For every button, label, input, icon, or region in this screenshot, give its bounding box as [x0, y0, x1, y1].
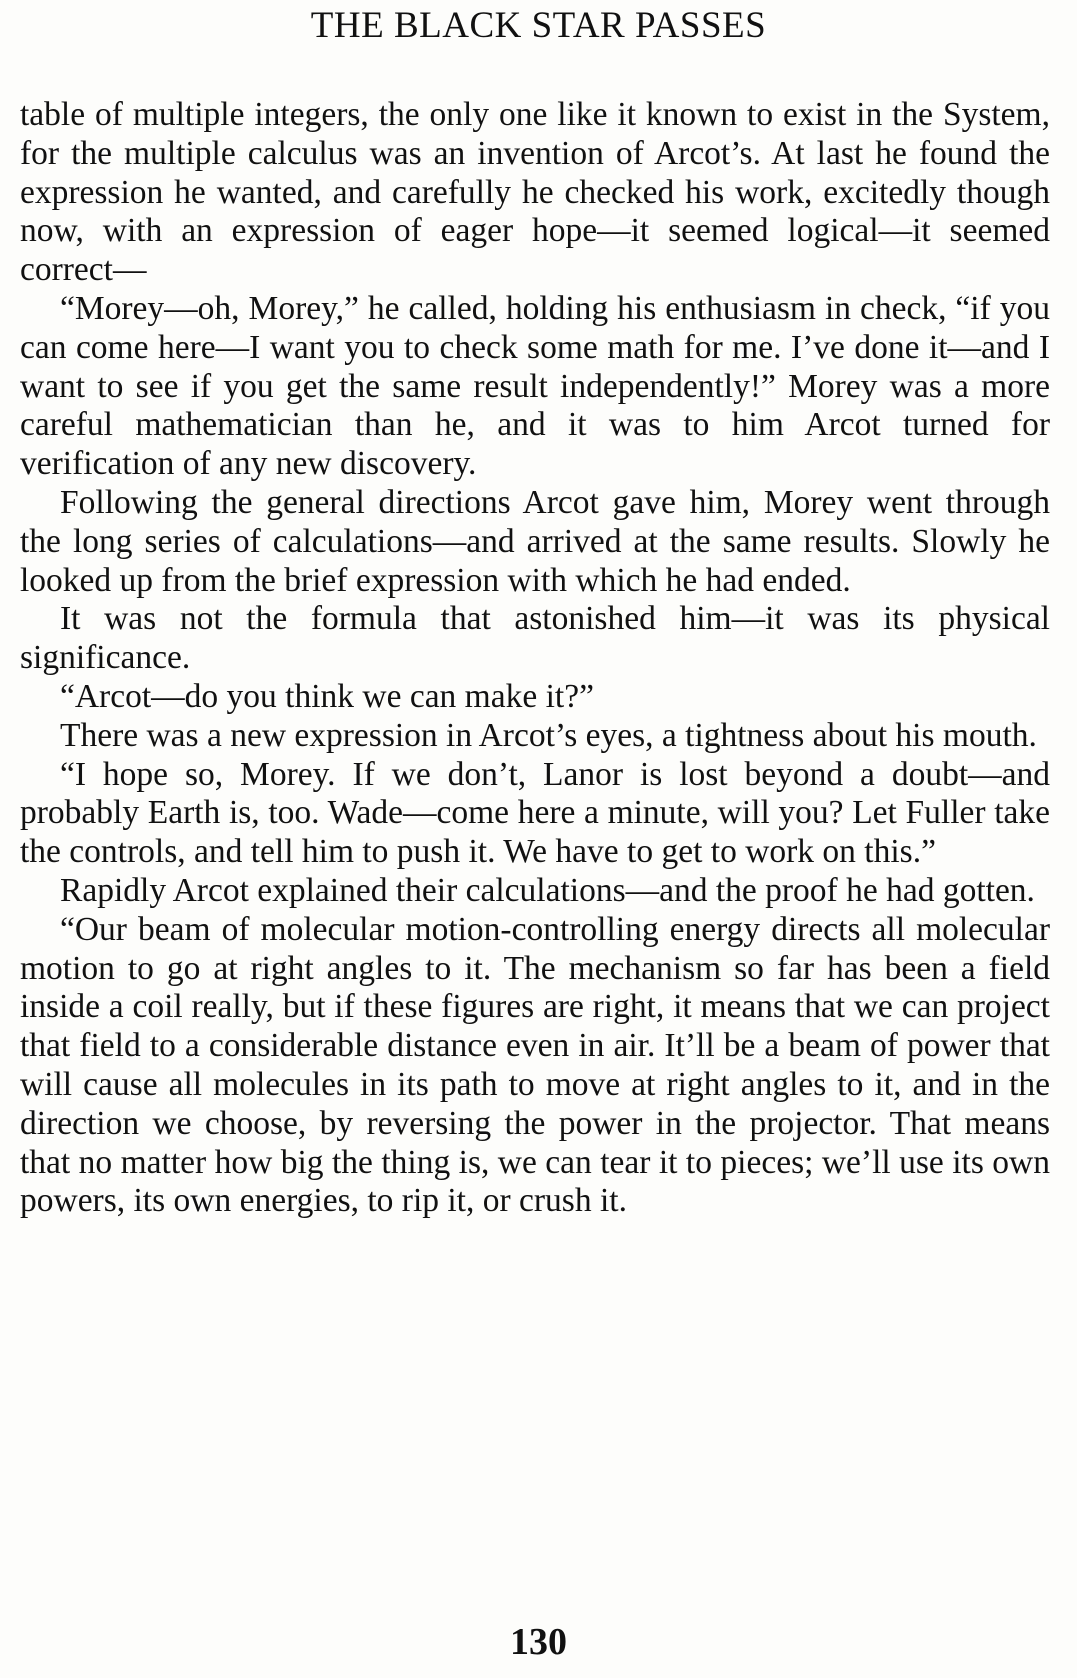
- paragraph: “Arcot—do you think we can make it?”: [60, 677, 594, 715]
- paragraph: Rapidly Arcot explained their calculations—and the proof he had gotten.: [60, 871, 1035, 909]
- paragraph: There was a new expression in Arcot’s eyes, a tightness about his mouth.: [60, 716, 1037, 754]
- paragraph: It was not the formula that astonished him—it was its physical significance.: [20, 600, 1050, 677]
- running-head: THE BLACK STAR PASSES: [310, 5, 767, 46]
- paragraph: table of multiple integers, the only one like it known to exist in the System, for the multiple calculus was an invention of Arcot’s. At last he found the expression he wanted, and carefully he checked his work, excitedly though now, with an expression of eager hope—it seemed logical—it seemed correct—: [20, 96, 1050, 289]
- paragraph: “I hope so, Morey. If we don’t, Lanor is lost beyond a doubt—and probably Earth is, too. Wade—come here a minute, will you? Let Fuller take the controls, and tell him to push it. We have to get to work on this.”: [20, 755, 1050, 871]
- paragraph: Following the general directions Arcot gave him, Morey went through the long series of calculations—and arrived at the same results. Slowly he looked up from the brief expression with which he had ended.: [20, 483, 1050, 599]
- paragraph: “Our beam of molecular motion-controlling energy directs all molecular motion to go at right angles to it. The mechanism so far has been a field inside a coil really, but if these figures are right, it means that we can project that field to a considerable distance even in air. It’ll be a beam of power that will cause all molecules in its path to move at right angles to it, and in the direction we choose, by reversing the power in the projector. That means that no matter how big the thing is, we can tear it to pieces; we’ll use its own powers, its own energies, to rip it, or crush it.: [20, 910, 1050, 1220]
- body-text: [20, 96, 1050, 1221]
- page-number: 130: [510, 1621, 567, 1663]
- paragraph: “Morey—oh, Morey,” he called, holding his enthusiasm in check, “if you can come here—I want you to check some math for me. I’ve done it—and I want to see if you get the same result independently!” Morey was a more careful mathematician than he, and it was to him Arcot turned for verification of any new discovery.: [20, 289, 1050, 483]
